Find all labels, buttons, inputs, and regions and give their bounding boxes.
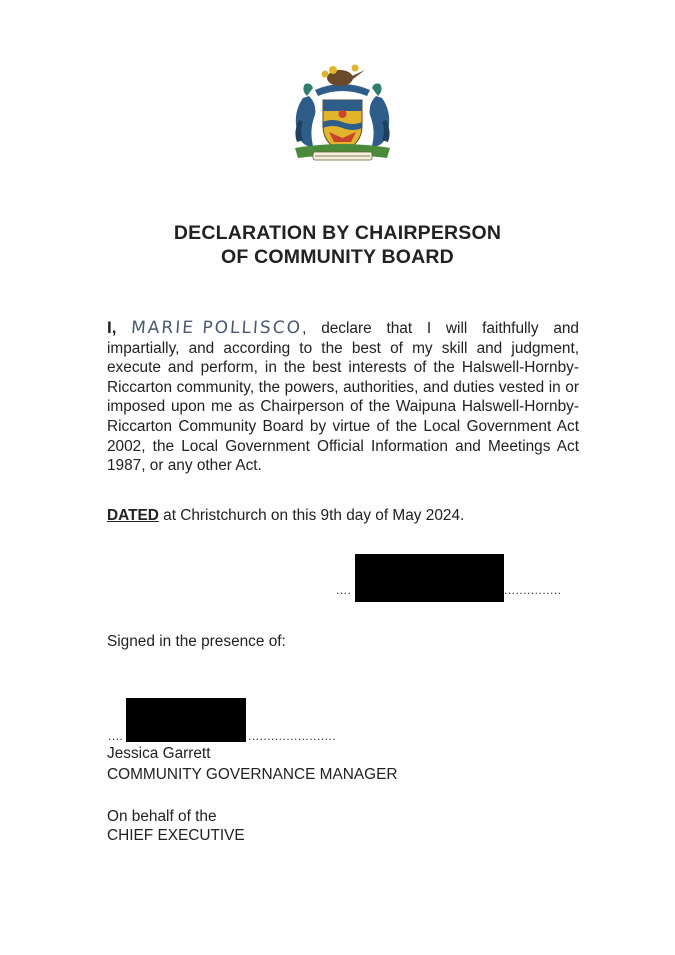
document-title-line-2: OF COMMUNITY BOARD [221, 246, 454, 268]
witness-role: COMMUNITY GOVERNANCE MANAGER [107, 766, 398, 783]
handwritten-name: MARIE POLLISCO [130, 318, 303, 338]
witness-dots-right: ....................... [248, 729, 337, 743]
witness-dots-left: .... [108, 729, 124, 743]
declaration-lead: I, [107, 318, 117, 337]
witness-intro: Signed in the presence of: [107, 633, 286, 650]
witness-name: Jessica Garrett [107, 745, 211, 762]
coat-of-arms-crest [285, 60, 400, 165]
declaration-paragraph [107, 318, 579, 476]
redacted-signature-chairperson [355, 554, 504, 602]
dated-label: DATED [107, 507, 159, 524]
signature-dots-right: ............... [504, 583, 562, 597]
redacted-signature-witness [126, 698, 246, 742]
dated-line [107, 507, 464, 525]
declaration-body: , declare that I will faithfully and impartially, and according to the best of my skill and judgment, execute and perform, in the best interests of the Halswell-Hornby-Riccarton community, the powers, authorities, and duties vested in or imposed upon me as Chairperson of the Waipuna Halswell-Hornby-Riccarton Community Board by virtue of the Local Government Act 2002, the Local Government Official Information and Meetings Act 1987, or any other Act. [107, 320, 579, 475]
behalf-line-2: CHIEF EXECUTIVE [107, 827, 245, 844]
dated-text: at Christchurch on this 9th day of May 2024. [158, 507, 465, 524]
signature-dots-left: .... [336, 583, 352, 597]
document-title-line-1: DECLARATION BY CHAIRPERSON [173, 222, 502, 244]
behalf-line-1: On behalf of the [107, 808, 217, 825]
